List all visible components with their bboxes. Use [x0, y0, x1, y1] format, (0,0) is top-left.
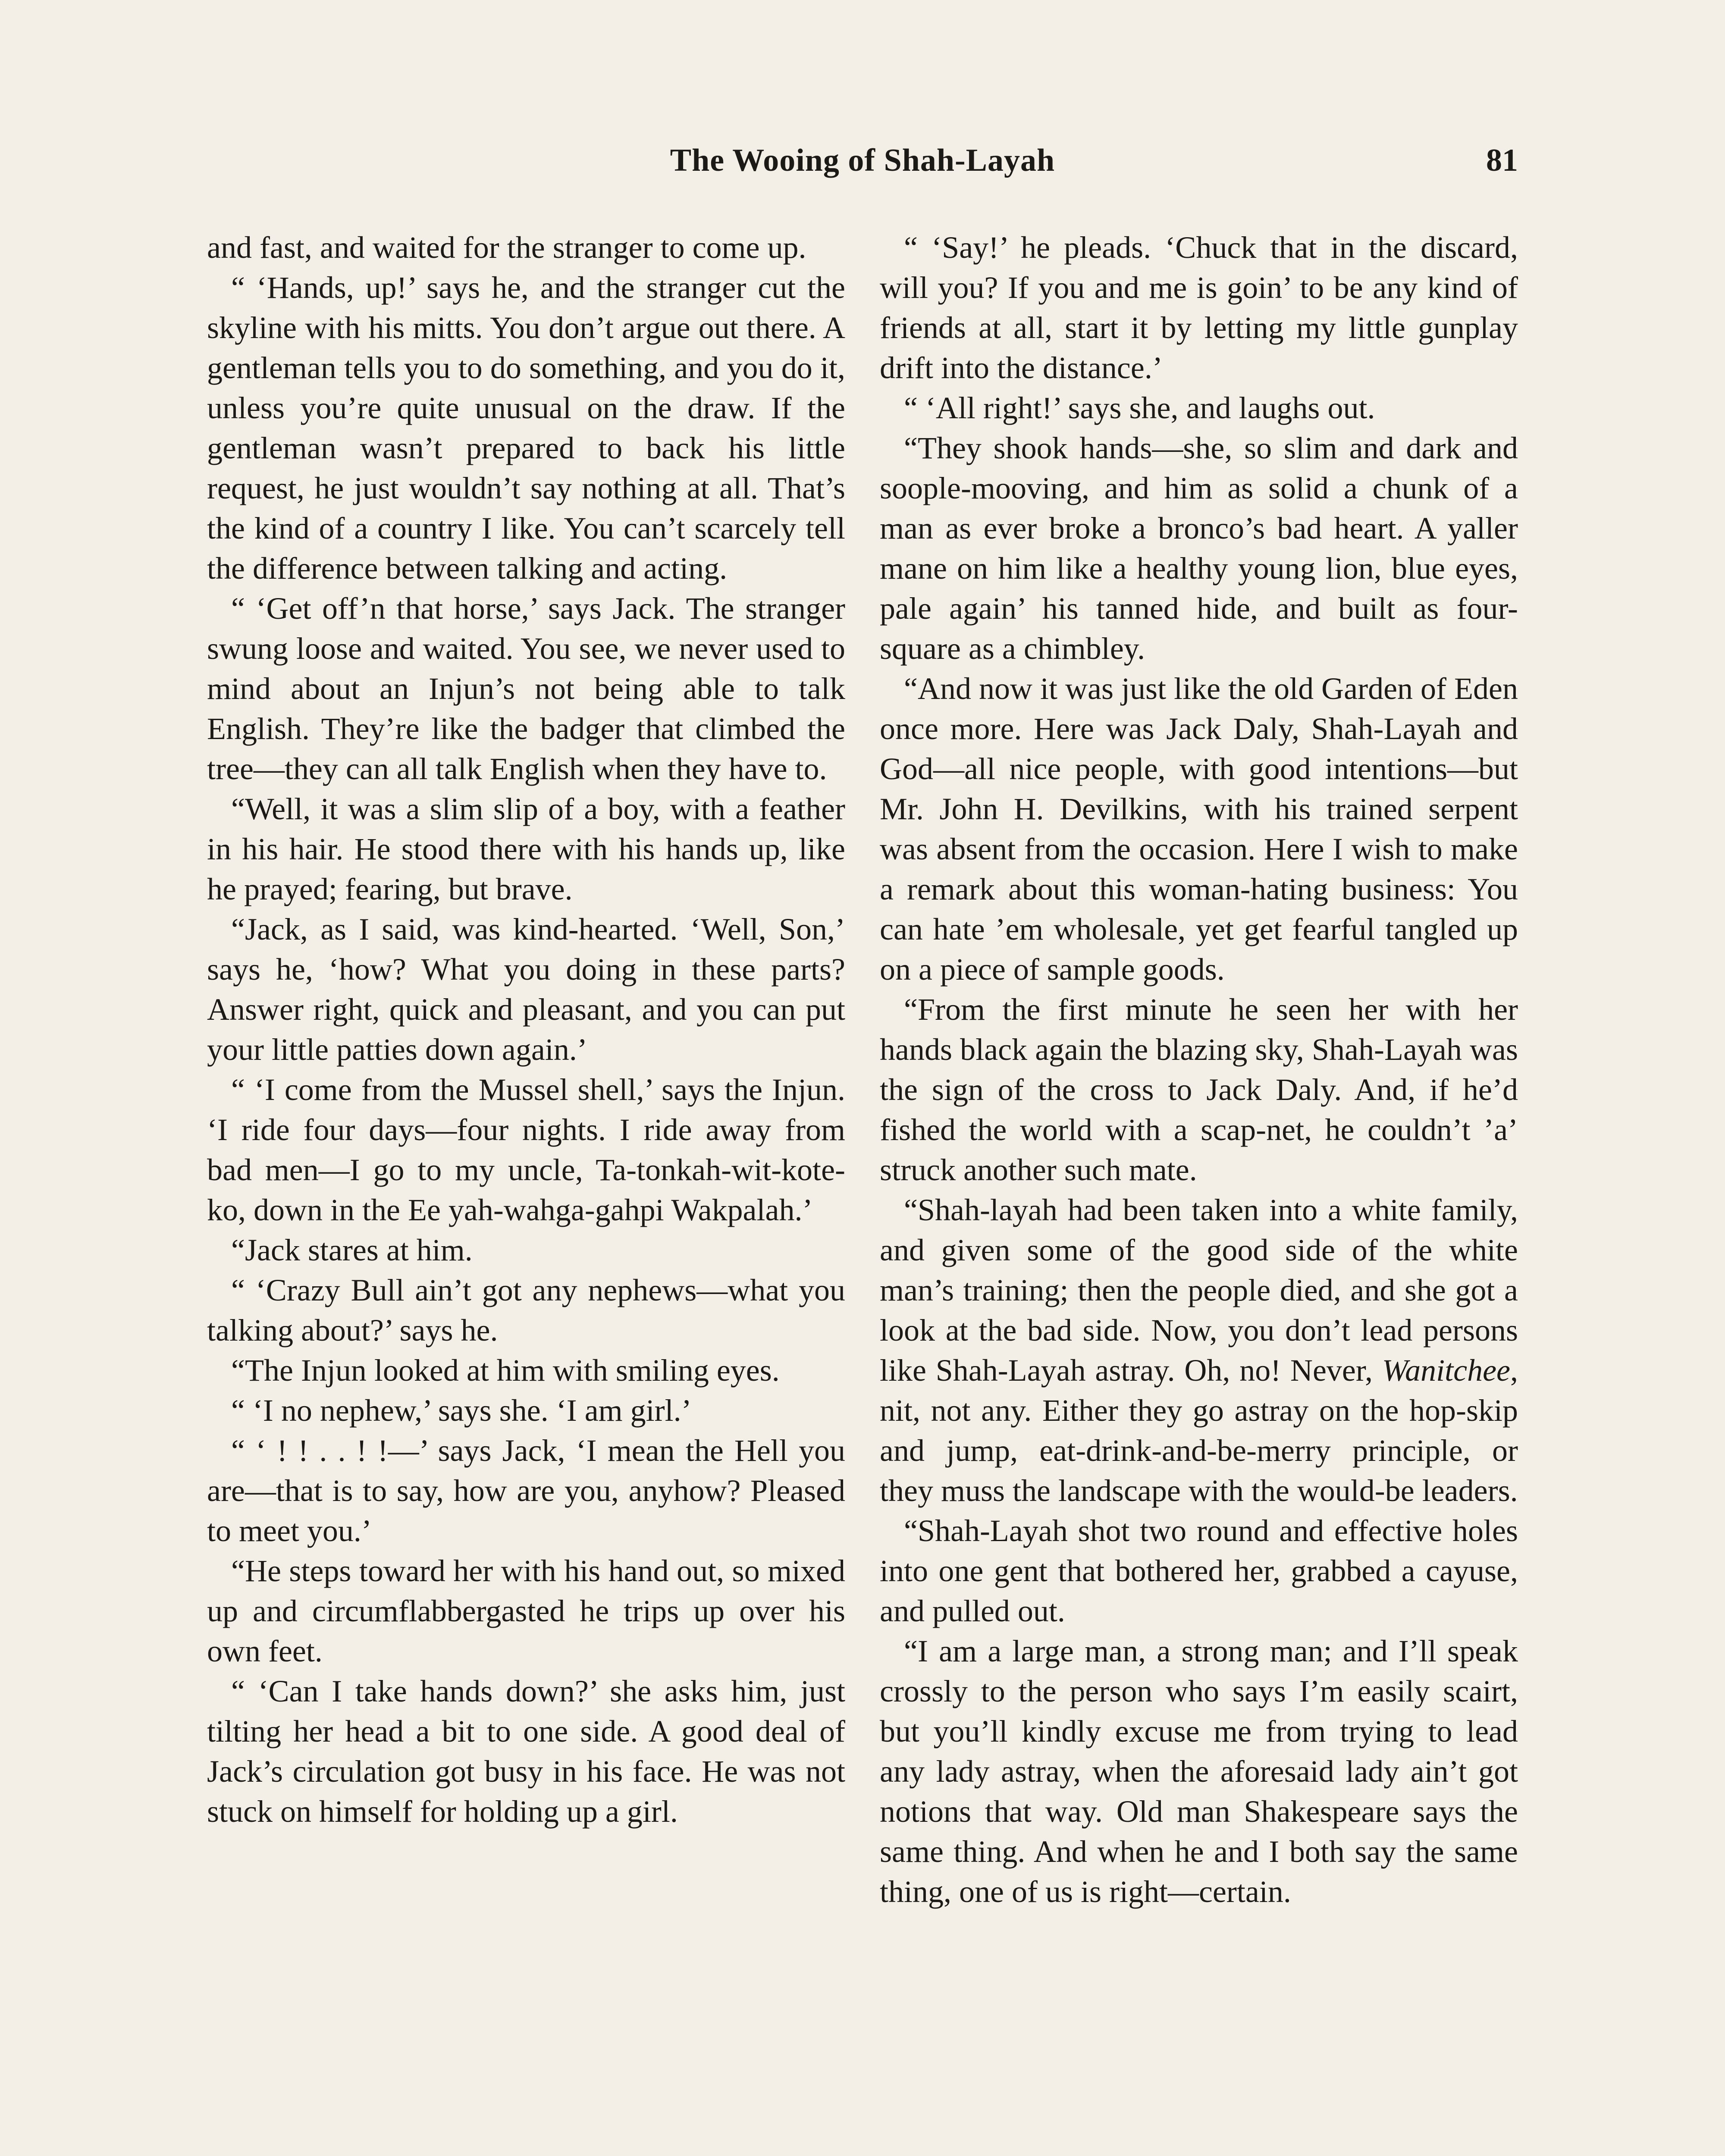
paragraph: “The Injun looked at him with smiling eyes. [231, 1353, 780, 1388]
paragraph: “ ‘Can I take hands down?’ she asks him, just tilting her head a bit to one side. A good deal of Jack’s circulation got busy in his face. He was not stuck on himself for holding up a girl. [207, 1674, 845, 1829]
paragraph: “Shah-layah had been taken into a white family, and given some of the good side of the white man’s training; then the people died, and she got a look at the bad side. Now, you don’t lead persons like Shah-Layah astray. Oh, no! Never, Wanitchee, nit, not any. Either they go astray on the hop-skip and jump, eat-drink-and-be-merry principle, or they muss the landscape with the would-be leaders. [880, 1193, 1518, 1508]
paragraph: “ ‘Hands, up!’ says he, and the stranger cut the skyline with his mitts. You don’t argue out there. A gentleman tells you to do something, and you do it, unless you’re quite unusual on the draw. If the gentleman wasn’t prepared to back his little request, he just wouldn’t say nothing at all. That’s the kind of a country I like. You can’t scarcely tell the difference between talking and acting. [207, 270, 845, 586]
paragraph: “ ‘Crazy Bull ain’t got any nephews—what you talking about?’ says he. [207, 1273, 845, 1348]
paragraph: “I am a large man, a strong man; and I’ll speak crossly to the person who says I’m easily scairt, but you’ll kindly excuse me from trying to lead any lady astray, when the aforesaid lady ain’t got notions that way. Old man Shakespeare says the same thing. And when he and I both say the same thing, one of us is right—certain. [880, 1634, 1518, 1909]
paragraph: “ ‘ ! ! . . ! !—’ says Jack, ‘I mean the Hell you are—that is to say, how are you, anyhow? Pleased to meet you.’ [207, 1433, 845, 1548]
right-column [880, 228, 1518, 1912]
italic-word: Wanitchee [1382, 1353, 1510, 1388]
paragraph: “ ‘I no nephew,’ says she. ‘I am girl.’ [231, 1393, 692, 1428]
paragraph: and fast, and waited for the stranger to come up. [207, 230, 806, 265]
page-number: 81 [1486, 143, 1518, 178]
paragraph: “And now it was just like the old Garden of Eden once more. Here was Jack Daly, Shah-Layah and God—all nice people, with good intentions—but Mr. John H. Devilkins, with his trained serpent was absent from the occasion. Here I wish to make a remark about this woman-hating business: You can hate ’em wholesale, yet get fearful tangled up on a piece of sample goods. [880, 671, 1518, 987]
paragraph: “Jack stares at him. [231, 1233, 473, 1267]
paragraph: “They shook hands—she, so slim and dark and soople-mooving, and him as solid a chunk of a man as ever broke a bronco’s bad heart. A yaller mane on him like a healthy young lion, blue eyes, pale again’ his tanned hide, and built as four-square as a chimbley. [880, 431, 1518, 666]
paragraph: “ ‘All right!’ says she, and laughs out. [904, 391, 1375, 425]
paragraph: “ ‘I come from the Mussel shell,’ says the Injun. ‘I ride four days—four nights. I ride away from bad men—I go to my uncle, Ta-tonkah-wit-kote-ko, down in the Ee yah-wahga-gahpi Wakpalah.’ [207, 1072, 845, 1227]
paragraph: “Jack, as I said, was kind-hearted. ‘Well, Son,’ says he, ‘how? What you doing in these parts? Answer right, quick and pleasant, and you can put your little patties down again.’ [207, 912, 845, 1067]
left-column [207, 228, 845, 1832]
page-title: The Wooing of Shah-Layah [670, 143, 1055, 178]
paragraph: “Well, it was a slim slip of a boy, with a feather in his hair. He stood there with his hands up, like he prayed; fearing, but brave. [207, 792, 845, 906]
paragraph: “ ‘Get off’n that horse,’ says Jack. The stranger swung loose and waited. You see, we never used to mind about an Injun’s not being able to talk English. They’re like the badger that climbed the tree—they can all talk English when they have to. [207, 591, 845, 786]
paragraph: “Shah-Layah shot two round and effective holes into one gent that bothered her, grabbed a cayuse, and pulled out. [880, 1514, 1518, 1628]
paragraph: “He steps toward her with his hand out, so mixed up and circumflabbergasted he trips up over his own feet. [207, 1554, 845, 1668]
paragraph: “ ‘Say!’ he pleads. ‘Chuck that in the discard, will you? If you and me is goin’ to be any kind of friends at all, start it by letting my little gunplay drift into the distance.’ [880, 230, 1518, 385]
paragraph: “From the first minute he seen her with her hands black again the blazing sky, Shah-Layah was the sign of the cross to Jack Daly. And, if he’d fished the world with a scap-net, he couldn’t ’a’ struck another such mate. [880, 992, 1518, 1187]
running-header [207, 142, 1518, 194]
